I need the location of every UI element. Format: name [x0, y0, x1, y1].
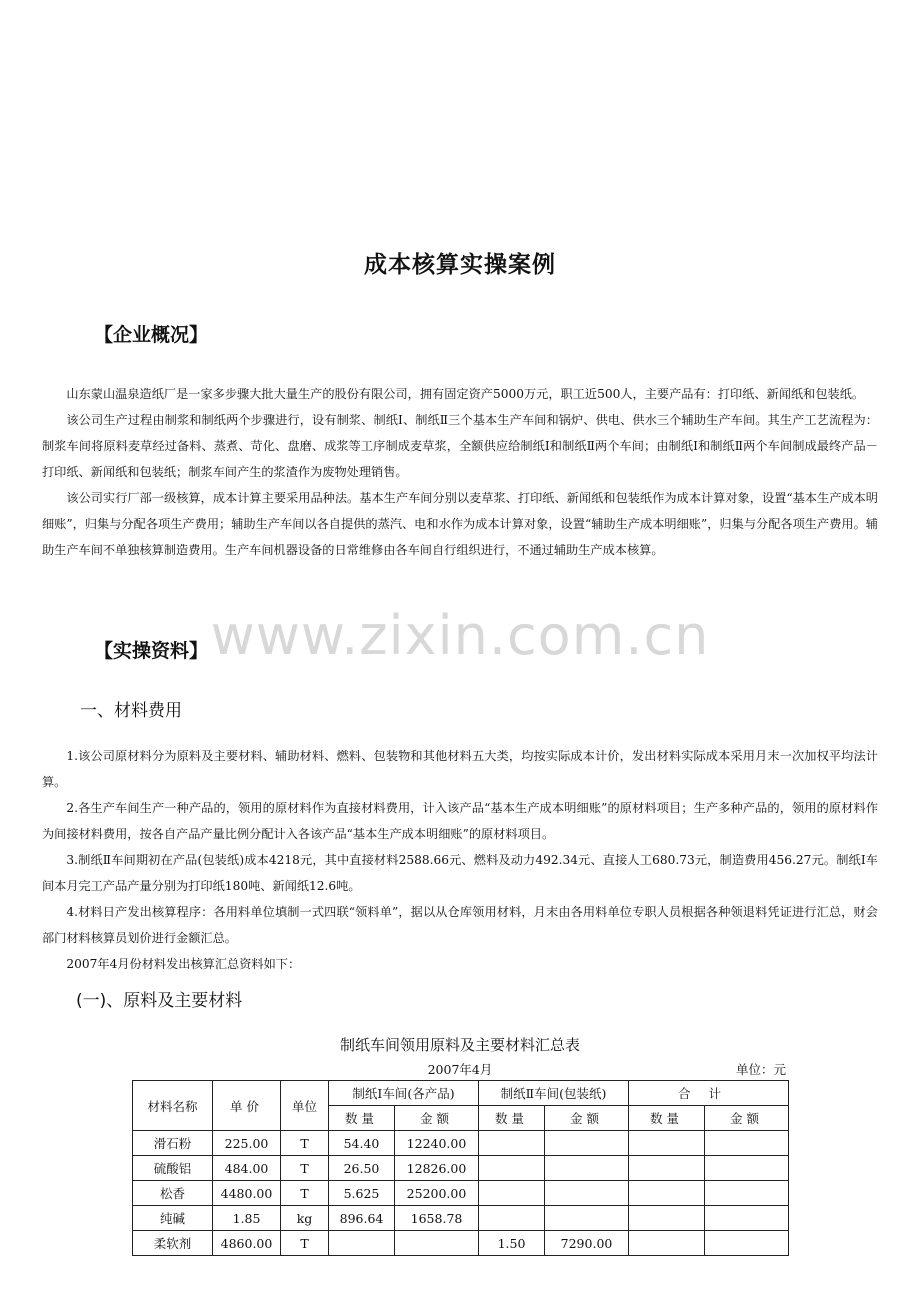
cell-w2-quantity: 1.50 [479, 1231, 545, 1256]
table-unit: 单位：元 [735, 1062, 786, 1077]
page-title: 成本核算实操案例 [364, 252, 556, 278]
paragraph: 该公司实行厂部一级核算，成本计算主要采用品种法。基本生产车间分别以麦草浆、打印纸、新闻纸和包装纸作为成本计算对象，设置“基本生产成本明细账”，归集与分配各项生产费用；辅助生产车间以各自提供的蒸汽、电和水作为成本计算对象，设置“辅助生产成本明细账”，归集与分配各项生产费用。辅助生产车间不单独核算制造费用。生产车间机器设备的日常维修由各车间自行组织进行，不通过辅助生产成本核算。 [42, 491, 878, 557]
cell-w2-quantity [479, 1131, 545, 1156]
cell-unit-price: 4860.00 [213, 1231, 281, 1256]
cell-total-amount [705, 1181, 789, 1206]
cell-unit-price: 1.85 [213, 1206, 281, 1231]
paragraph: 2007年4月份材料发出核算汇总资料如下： [66, 957, 301, 971]
cell-w1-amount: 1658.78 [395, 1206, 479, 1231]
cell-w2-quantity [479, 1206, 545, 1231]
cell-total-amount [705, 1156, 789, 1181]
header-material-name: 材料名称 [133, 1081, 213, 1131]
cell-w2-amount: 7290.00 [545, 1231, 629, 1256]
header-amount: 金额 [705, 1106, 789, 1131]
cell-w1-quantity: 26.50 [329, 1156, 395, 1181]
cell-material-name: 松香 [133, 1181, 213, 1206]
table-title: 制纸车间领用原料及主要材料汇总表 [339, 1036, 580, 1054]
cell-total-quantity [629, 1156, 705, 1181]
paragraph: 山东蒙山温泉造纸厂是一家多步骤大批大量生产的股份有限公司，拥有固定资产5000万元，职工近500人，主要产品有：打印纸、新闻纸和包装纸。 [66, 387, 865, 401]
cell-material-name: 纯碱 [133, 1206, 213, 1231]
cell-material-name: 硫酸铝 [133, 1156, 213, 1181]
cell-material-name: 滑石粉 [133, 1131, 213, 1156]
paragraph: 4.材料日产发出核算程序：各用料单位填制一式四联“领料单”，据以从仓库领用材料，月末由各用料单位专职人员根据各种领退料凭证进行汇总，财会部门材料核算员划价进行金额汇总。 [42, 905, 878, 945]
header-unit-price: 单价 [213, 1081, 281, 1131]
company-overview-text [42, 381, 878, 563]
section-heading-company-overview: 【企业概况】 [94, 324, 209, 346]
cell-total-amount [705, 1206, 789, 1231]
section-heading-materials: 【实操资料】 [94, 640, 209, 662]
header-quantity: 数量 [629, 1106, 705, 1131]
cell-w2-amount [545, 1156, 629, 1181]
cell-w2-quantity [479, 1181, 545, 1206]
header-unit: 单位 [281, 1081, 329, 1131]
cell-unit: kg [281, 1206, 329, 1231]
cell-w2-amount [545, 1181, 629, 1206]
paragraph: 1.该公司原材料分为原料及主要材料、辅助材料、燃料、包装物和其他材料五大类，均按实际成本计价，发出材料实际成本采用月末一次加权平均法计算。 [42, 749, 878, 789]
header-workshop-2: 制纸Ⅱ车间(包装纸) [479, 1081, 629, 1106]
cell-unit: T [281, 1131, 329, 1156]
header-workshop-1: 制纸Ⅰ车间(各产品) [329, 1081, 479, 1106]
watermark: www.zixin.com.cn [210, 604, 710, 667]
cell-w2-quantity [479, 1156, 545, 1181]
cell-material-name: 柔软剂 [133, 1231, 213, 1256]
header-quantity: 数量 [479, 1106, 545, 1131]
cell-w1-quantity [329, 1231, 395, 1256]
material-costs-text [42, 743, 878, 977]
cell-total-quantity [629, 1181, 705, 1206]
cell-w1-quantity: 5.625 [329, 1181, 395, 1206]
paragraph: 3.制纸Ⅱ车间期初在产品(包装纸)成本4218元，其中直接材料2588.66元、燃料及动力492.34元、直接人工680.73元，制造费用456.27元。制纸Ⅰ车间本月完工产品产量分别为打印纸180吨、新闻纸12.6吨。 [42, 853, 878, 893]
header-total: 合计 [629, 1081, 789, 1106]
cell-unit-price: 4480.00 [213, 1181, 281, 1206]
cell-w1-amount: 25200.00 [395, 1181, 479, 1206]
cell-w1-amount: 12826.00 [395, 1156, 479, 1181]
table-row [133, 1206, 789, 1231]
cell-unit-price: 484.00 [213, 1156, 281, 1181]
cell-unit: T [281, 1231, 329, 1256]
header-quantity: 数量 [329, 1106, 395, 1131]
cell-w1-quantity: 896.64 [329, 1206, 395, 1231]
table-row [133, 1181, 789, 1206]
subheading-material-costs: 一、材料费用 [80, 701, 182, 721]
cell-total-amount [705, 1131, 789, 1156]
table-row [133, 1156, 789, 1181]
header-amount: 金额 [395, 1106, 479, 1131]
paragraph: 2.各生产车间生产一种产品的，领用的原材料作为直接材料费用，计入该产品“基本生产成本明细账”的原材料项目；生产多种产品的，领用的原材料作为间接材料费用，按各自产品产量比例分配计入各该产品“基本生产成本明细账”的原材料项目。 [42, 801, 878, 841]
table-date: 2007年4月 [427, 1062, 493, 1077]
cell-total-quantity [629, 1231, 705, 1256]
table-row [133, 1131, 789, 1156]
cell-unit: T [281, 1181, 329, 1206]
cell-w2-amount [545, 1206, 629, 1231]
cell-w1-amount [395, 1231, 479, 1256]
cell-total-quantity [629, 1131, 705, 1156]
paragraph: 该公司生产过程由制浆和制纸两个步骤进行，设有制浆、制纸Ⅰ、制纸Ⅱ三个基本生产车间和锅炉、供电、供水三个辅助生产车间。其生产工艺流程为：制浆车间将原料麦草经过备料、蒸煮、苛化、盘磨、成浆等工序制成麦草浆，全额供应给制纸Ⅰ和制纸Ⅱ两个车间；由制纸Ⅰ和制纸Ⅱ两个车间制成最终产品－打印纸、新闻纸和包装纸；制浆车间产生的浆渣作为废物处理销售。 [42, 413, 878, 479]
cell-total-amount [705, 1231, 789, 1256]
table-row [133, 1231, 789, 1256]
cell-total-quantity [629, 1206, 705, 1231]
header-amount: 金额 [545, 1106, 629, 1131]
subheading-raw-materials: (一)、原料及主要材料 [76, 991, 243, 1011]
cell-unit: T [281, 1156, 329, 1181]
materials-summary-table [132, 1080, 789, 1256]
cell-w1-quantity: 54.40 [329, 1131, 395, 1156]
cell-unit-price: 225.00 [213, 1131, 281, 1156]
cell-w2-amount [545, 1131, 629, 1156]
cell-w1-amount: 12240.00 [395, 1131, 479, 1156]
